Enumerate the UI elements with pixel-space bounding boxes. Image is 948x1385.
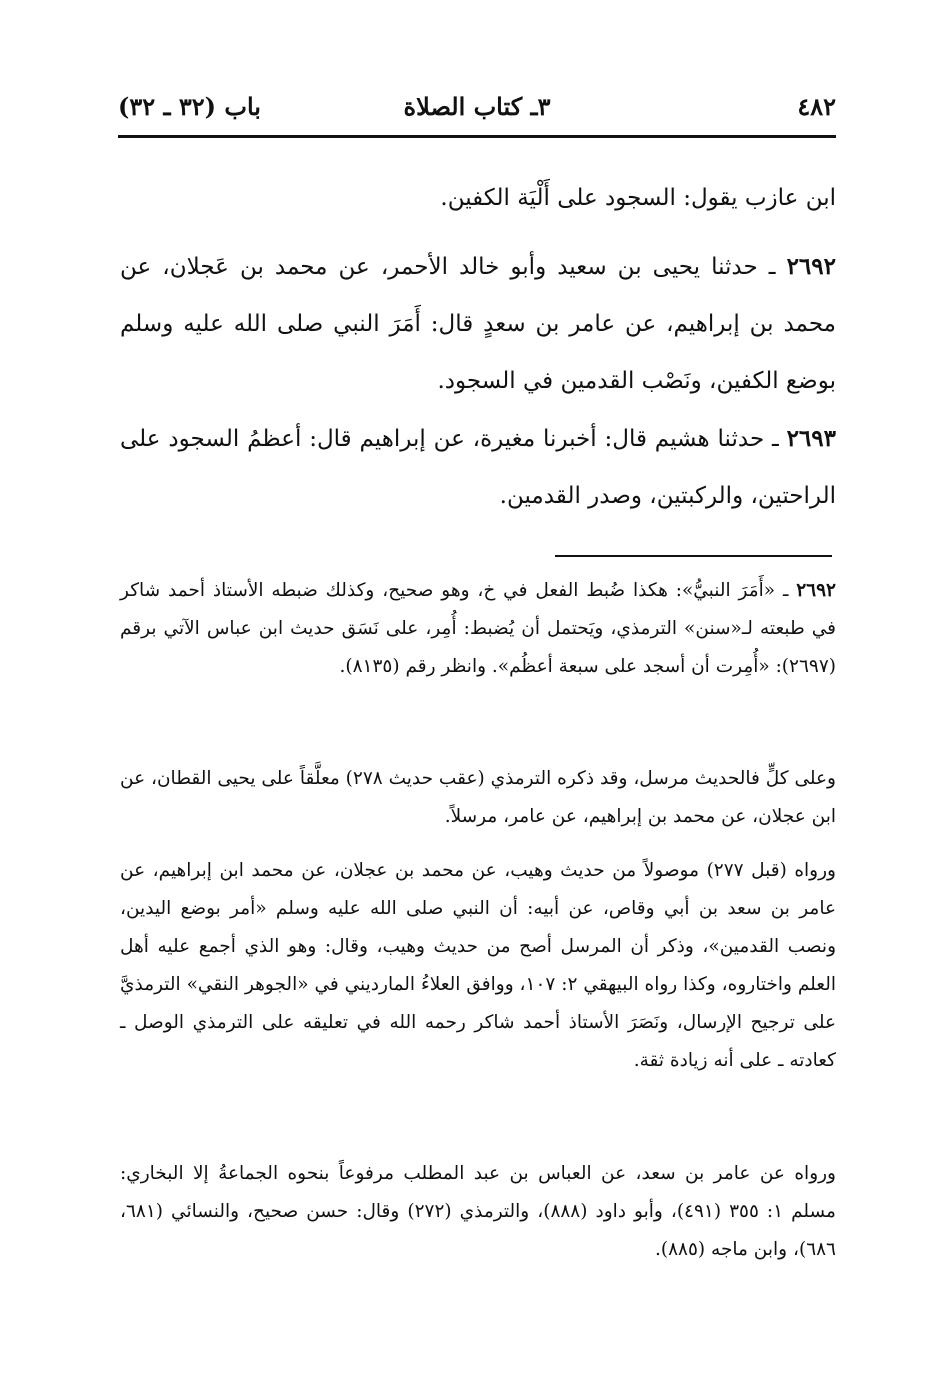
footnote-separator [555,555,832,557]
hadith-2692 [120,238,836,410]
footnote-2692 [120,572,836,686]
page-number: ٤٨٢ [797,92,836,121]
header-rule [118,135,836,138]
hadith-number: ٢٦٩٣ [786,425,836,452]
footnote-number: ٢٦٩٢ [796,580,836,601]
footnote-paragraph: ورواه عن عامر بن سعد، عن العباس بن عبد المطلب مرفوعاً بنحوه الجماعةُ إلا البخاري: مسلم ١: ٣٥٥ (٤٩١)، وأبو داود (٨٨٨)، والترمذي (٢٧٢) وقال: حسن صحيح، والنسائي (٦٨١، ٦٨٦)، وابن ماجه (٨٨٥). [120,1163,836,1260]
footnote-text: ـ «أَمَرَ النبيُّ»: هكذا ضُبط الفعل في خ، وهو صحيح، وكذلك ضبطه الأستاذ أحمد شاكر في طبعته لـ«سنن» الترمذي، ويَحتمل أن يُضبط: أُمِر، على نَسَق حديث ابن عباس الآتي برقم (٢٦٩٧): «أُمِرت أن أسجد على سبعة أعظُم». وانظر رقم (٨١٣٥). [120,580,836,677]
chapter-label: باب (٣٢ ـ ٣٢) [118,92,261,121]
hadith-text: ـ حدثنا يحيى بن سعيد وأبو خالد الأحمر، عن محمد بن عَجلان، عن محمد بن إبراهيم، عن عامر بن سعدٍ قال: أَمَرَ النبي صلى الله عليه وسلم بوضع الكفين، ونَصْب القدمين في السجود. [120,254,836,394]
footnote-paragraph: وعلى كلٍّ فالحديث مرسل، وقد ذكره الترمذي (عقب حديث ٢٧٨) معلَّقاً على يحيى القطان، عن ابن عجلان، عن محمد بن إبراهيم، عن عامر، مرسلاً. [120,768,836,827]
paragraph-continuation [120,170,836,227]
running-header [118,88,836,128]
hadith-text: ـ حدثنا هشيم قال: أخبرنا مغيرة، عن إبراهيم قال: أعظمُ السجود على الراحتين، والركبتين، وصدر القدمين. [120,426,836,509]
paragraph-text: ابن عازب يقول: السجود على أَلْيَة الكفين. [440,185,836,211]
footnote-paragraph: ورواه (قبل ٢٧٧) موصولاً من حديث وهيب، عن محمد بن عجلان، عن محمد ابن إبراهيم، عن عامر بن سعد بن أبي وقاص، عن أبيه: أن النبي صلى الله عليه وسلم «أمر بوضع اليدين، ونصب القدمين»، وذكر أن المرسل أصح من حديث وهيب، وقال: وهو الذي أجمع عليه أهل العلم واختاروه، وكذا رواه البيهقي ٢: ١٠٧، ووافق العلاءُ المارديني في «الجوهر النقي» الترمذيَّ على ترجيح الإرسال، ونَصَرَ الأستاذ أحمد شاكر رحمه الله في تعليقه على الترمذي الوصل ـ كعادته ـ على أنه زيادة ثقة. [120,860,836,1071]
hadith-2693 [120,410,836,525]
hadith-number: ٢٦٩٢ [786,253,836,280]
book-title: ٣ـ كتاب الصلاة [403,92,551,121]
